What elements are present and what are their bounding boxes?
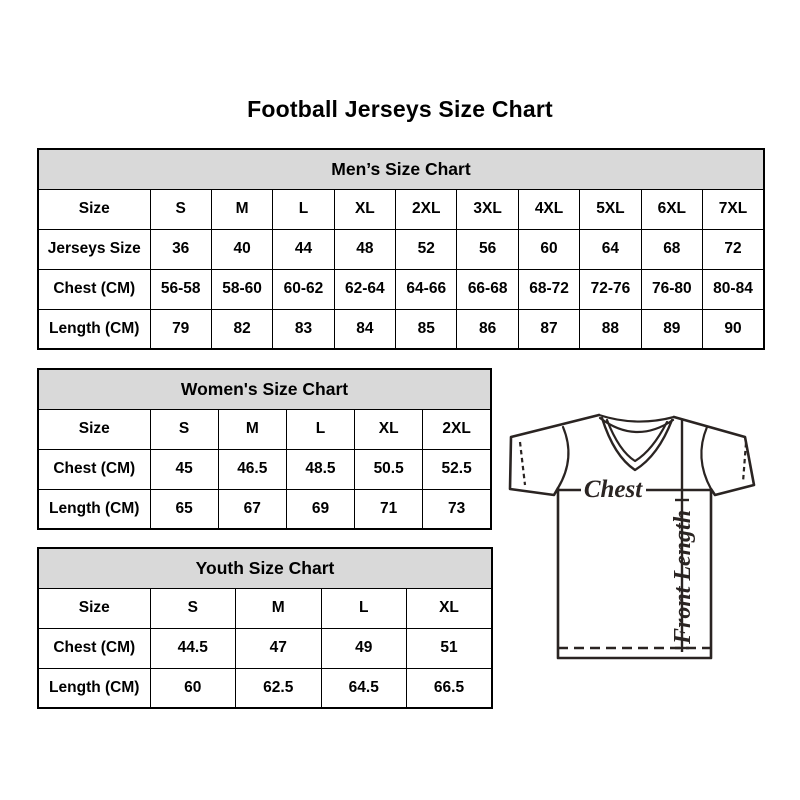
table-row <box>38 628 492 668</box>
data-cell: 60-62 <box>273 269 334 309</box>
data-cell: 89 <box>641 309 702 349</box>
data-cell: 49 <box>321 628 407 668</box>
data-cell: 67 <box>218 489 286 529</box>
data-cell: 62-64 <box>334 269 395 309</box>
table-row <box>38 668 492 708</box>
row-header-cell: Chest (CM) <box>38 449 150 489</box>
data-cell: 5XL <box>580 189 641 229</box>
mens-size-table <box>37 148 765 350</box>
table-title: Women's Size Chart <box>38 369 491 409</box>
data-cell: S <box>150 189 211 229</box>
data-cell: 45 <box>150 449 218 489</box>
data-cell: 60 <box>518 229 579 269</box>
data-cell: 64-66 <box>396 269 457 309</box>
data-cell: 56-58 <box>150 269 211 309</box>
data-cell: 62.5 <box>236 668 322 708</box>
data-cell: M <box>236 588 322 628</box>
table-row <box>38 409 491 449</box>
row-header-cell: Size <box>38 409 150 449</box>
youth-size-table <box>37 547 493 709</box>
row-header-cell: Size <box>38 588 150 628</box>
data-cell: 2XL <box>396 189 457 229</box>
data-cell: 69 <box>286 489 354 529</box>
data-cell: 60 <box>150 668 236 708</box>
data-cell: XL <box>334 189 395 229</box>
data-cell: 7XL <box>703 189 764 229</box>
data-cell: 76-80 <box>641 269 702 309</box>
table-title: Men’s Size Chart <box>38 149 764 189</box>
data-cell: 4XL <box>518 189 579 229</box>
data-cell: 79 <box>150 309 211 349</box>
data-cell: 66-68 <box>457 269 518 309</box>
page-title: Football Jerseys Size Chart <box>247 96 553 122</box>
data-cell: 52.5 <box>423 449 491 489</box>
data-cell: XL <box>407 588 493 628</box>
data-cell: 66.5 <box>407 668 493 708</box>
data-cell: S <box>150 588 236 628</box>
jersey-measurement-diagram <box>500 390 772 675</box>
data-cell: M <box>211 189 272 229</box>
data-cell: 47 <box>236 628 322 668</box>
data-cell: 86 <box>457 309 518 349</box>
data-cell: 83 <box>273 309 334 349</box>
table-row <box>38 588 492 628</box>
data-cell: M <box>218 409 286 449</box>
data-cell: 2XL <box>423 409 491 449</box>
womens-size-table <box>37 368 492 530</box>
data-cell: 64.5 <box>321 668 407 708</box>
data-cell: 44.5 <box>150 628 236 668</box>
row-header-cell: Chest (CM) <box>38 628 150 668</box>
data-cell: 46.5 <box>218 449 286 489</box>
data-cell: 6XL <box>641 189 702 229</box>
data-cell: 48.5 <box>286 449 354 489</box>
data-cell: 56 <box>457 229 518 269</box>
jersey-outline-icon <box>510 415 754 658</box>
data-cell: 65 <box>150 489 218 529</box>
front-length-label: Front Length <box>670 509 696 644</box>
table-row <box>38 489 491 529</box>
data-cell: 71 <box>355 489 423 529</box>
data-cell: 72 <box>703 229 764 269</box>
table-row <box>38 449 491 489</box>
row-header-cell: Jerseys Size <box>38 229 150 269</box>
row-header-cell: Length (CM) <box>38 309 150 349</box>
data-cell: L <box>273 189 334 229</box>
data-cell: 90 <box>703 309 764 349</box>
data-cell: 82 <box>211 309 272 349</box>
data-cell: 50.5 <box>355 449 423 489</box>
data-cell: L <box>321 588 407 628</box>
data-cell: 68-72 <box>518 269 579 309</box>
table-row <box>38 269 764 309</box>
row-header-cell: Size <box>38 189 150 229</box>
data-cell: 73 <box>423 489 491 529</box>
table-row <box>38 309 764 349</box>
data-cell: 72-76 <box>580 269 641 309</box>
data-cell: L <box>286 409 354 449</box>
data-cell: S <box>150 409 218 449</box>
data-cell: 48 <box>334 229 395 269</box>
table-row <box>38 229 764 269</box>
chest-label: Chest <box>583 476 643 503</box>
table-title: Youth Size Chart <box>38 548 492 588</box>
data-cell: 64 <box>580 229 641 269</box>
data-cell: 87 <box>518 309 579 349</box>
data-cell: 44 <box>273 229 334 269</box>
data-cell: 84 <box>334 309 395 349</box>
row-header-cell: Chest (CM) <box>38 269 150 309</box>
data-cell: 85 <box>396 309 457 349</box>
data-cell: 51 <box>407 628 493 668</box>
table-row <box>38 189 764 229</box>
data-cell: 36 <box>150 229 211 269</box>
row-header-cell: Length (CM) <box>38 489 150 529</box>
data-cell: 58-60 <box>211 269 272 309</box>
data-cell: 52 <box>396 229 457 269</box>
data-cell: 80-84 <box>703 269 764 309</box>
data-cell: 68 <box>641 229 702 269</box>
data-cell: 88 <box>580 309 641 349</box>
row-header-cell: Length (CM) <box>38 668 150 708</box>
data-cell: 40 <box>211 229 272 269</box>
data-cell: 3XL <box>457 189 518 229</box>
data-cell: XL <box>355 409 423 449</box>
